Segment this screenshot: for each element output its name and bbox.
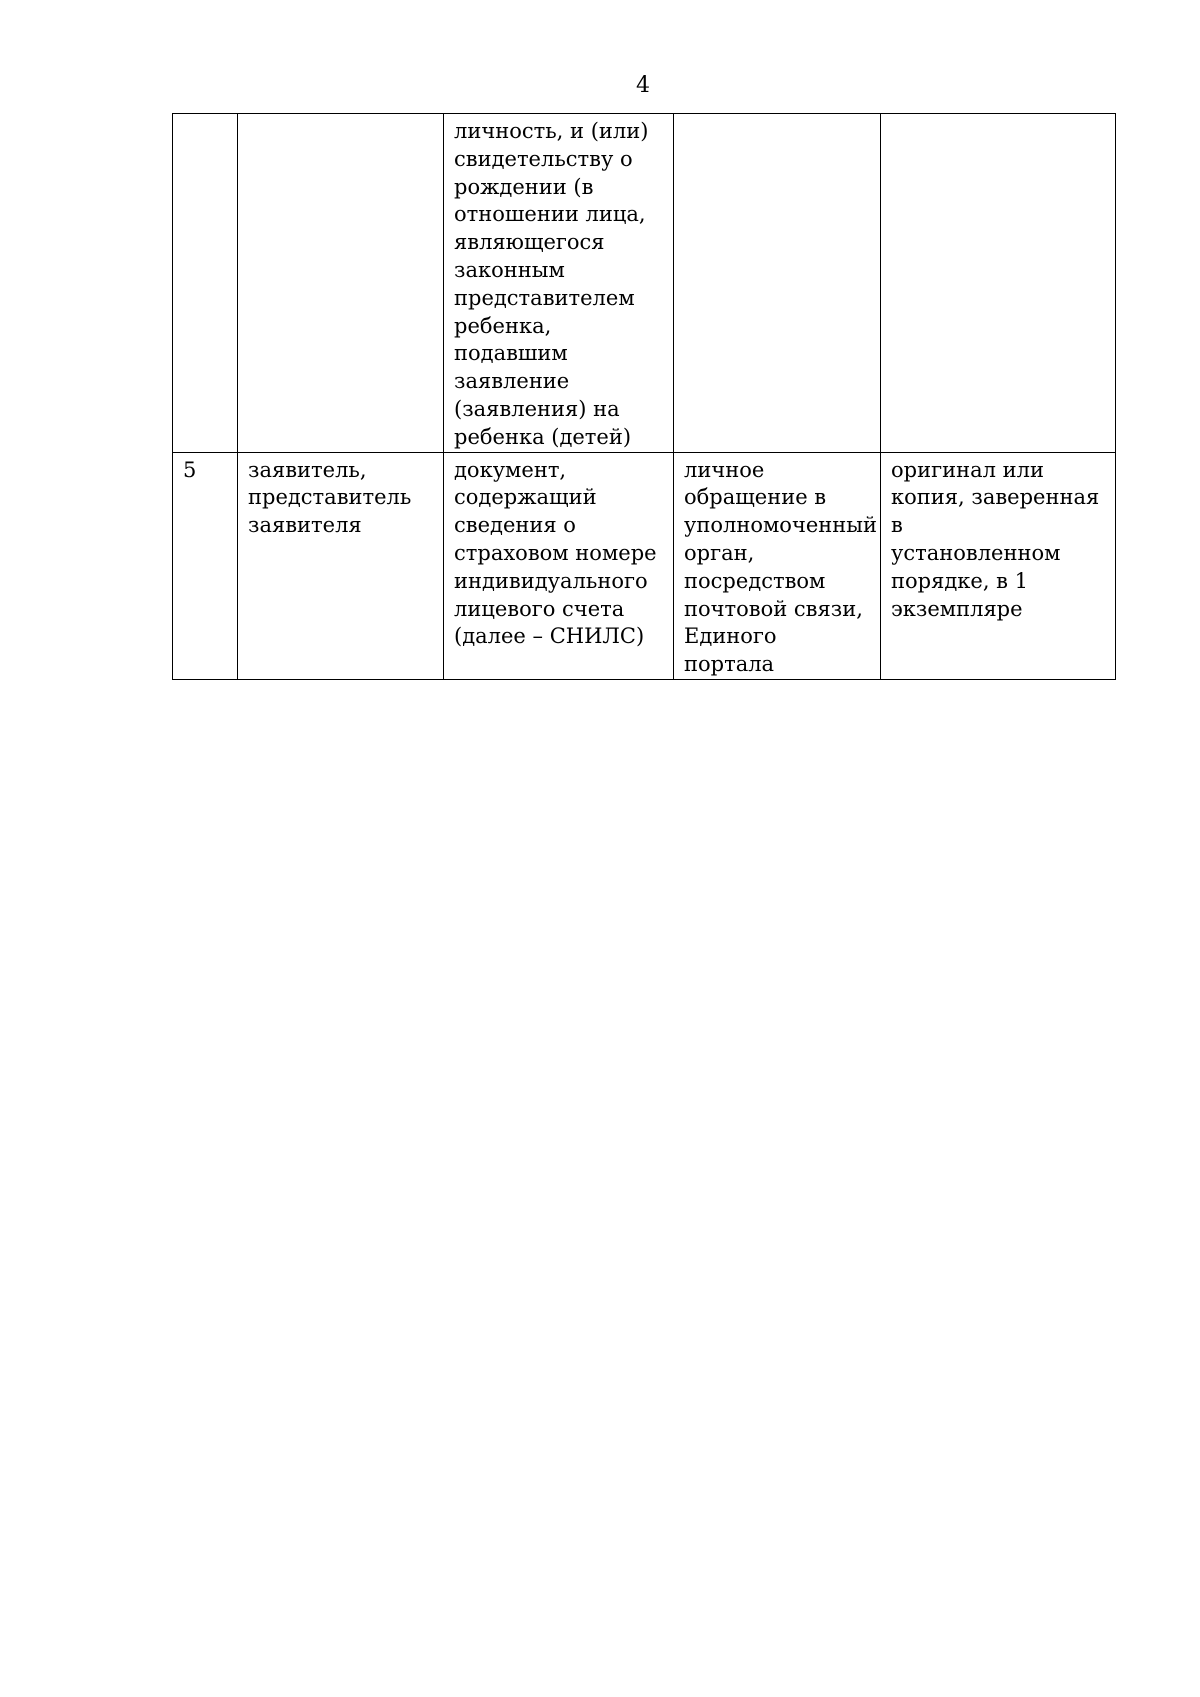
cell-document-form: оригинал или копия, заверенная в установленном порядке, в 1 экземпляре <box>881 452 1116 679</box>
cell-document-form <box>881 114 1116 453</box>
cell-applicant <box>238 114 444 453</box>
page-number: 4 <box>636 73 650 98</box>
table-row <box>173 452 1116 679</box>
cell-number: 5 <box>173 452 238 679</box>
cell-number <box>173 114 238 453</box>
cell-submission-method <box>674 114 881 453</box>
cell-document: документ, содержащий сведения о страховом номере индивидуального лицевого счета (далее – СНИЛС) <box>444 452 674 679</box>
cell-document: личность, и (или) свидетельству о рождении (в отношении лица, являющегося законным представителем ребенка, подавшим заявление (заявления) на ребенка (детей) <box>444 114 674 453</box>
documents-table <box>172 113 1116 680</box>
table-row <box>173 114 1116 453</box>
cell-submission-method: личное обращение в уполномоченный орган, посредством почтовой связи, Единого портала <box>674 452 881 679</box>
cell-applicant: заявитель, представитель заявителя <box>238 452 444 679</box>
